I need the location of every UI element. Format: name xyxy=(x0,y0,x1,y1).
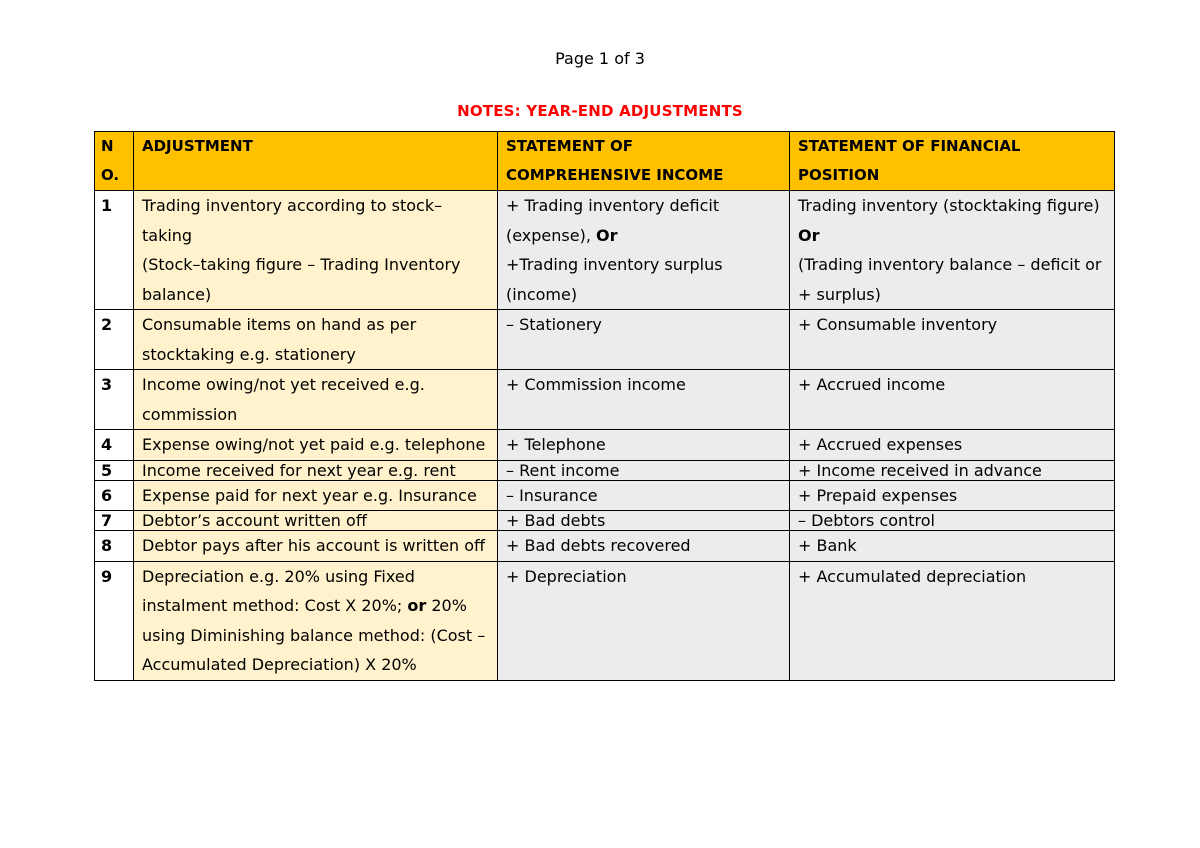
sci-cell xyxy=(498,191,790,310)
row-number: 1 xyxy=(95,191,134,310)
table-row xyxy=(95,430,1115,461)
header-sci: STATEMENT OF COMPREHENSIVE INCOME xyxy=(498,132,790,191)
header-adjustment: ADJUSTMENT xyxy=(134,132,498,191)
row-number: 6 xyxy=(95,480,134,511)
table-row xyxy=(95,310,1115,370)
table-header-row xyxy=(95,132,1115,191)
adjustment-text: Trading inventory according to stock–taking xyxy=(142,196,443,245)
adjustment-cell xyxy=(134,191,498,310)
sci-text: – Insurance xyxy=(498,480,790,511)
adjustments-table xyxy=(94,131,1115,681)
adjustment-text: Debtor’s account written off xyxy=(134,511,498,531)
sci-text: + Commission income xyxy=(498,370,790,430)
sci-text: +Trading inventory surplus (income) xyxy=(506,255,723,304)
sci-text: – Stationery xyxy=(498,310,790,370)
sfp-text: (Trading inventory balance – deficit or + surplus) xyxy=(798,255,1102,304)
row-number: 9 xyxy=(95,561,134,680)
adjustment-text: Expense paid for next year e.g. Insurance xyxy=(134,480,498,511)
header-sfp: STATEMENT OF FINANCIAL POSITION xyxy=(790,132,1115,191)
table-row xyxy=(95,561,1115,680)
or-keyword: or xyxy=(407,596,427,615)
row-number: 2 xyxy=(95,310,134,370)
sci-text: – Rent income xyxy=(498,460,790,480)
row-number: 8 xyxy=(95,531,134,562)
or-keyword: Or xyxy=(596,225,618,245)
sfp-text: – Debtors control xyxy=(790,511,1115,531)
sfp-text: + Consumable inventory xyxy=(790,310,1115,370)
adjustment-text: Expense owing/not yet paid e.g. telephone xyxy=(134,430,498,461)
sfp-cell xyxy=(790,191,1115,310)
adjustment-text: Consumable items on hand as per stocktaking e.g. stationery xyxy=(134,310,498,370)
table-row xyxy=(95,511,1115,531)
adjustment-text: 20% using Diminishing balance method: (Cost – Accumulated Depreciation) X 20% xyxy=(142,596,486,674)
table-row xyxy=(95,480,1115,511)
sfp-text: + Accumulated depreciation xyxy=(790,561,1115,680)
row-number: 4 xyxy=(95,430,134,461)
sfp-text: + Accrued income xyxy=(790,370,1115,430)
or-keyword: Or xyxy=(798,225,820,245)
page-number: Page 1 of 3 xyxy=(555,49,645,68)
sfp-text: + Accrued expenses xyxy=(790,430,1115,461)
sci-text: + Bad debts recovered xyxy=(498,531,790,562)
row-number: 5 xyxy=(95,460,134,480)
row-number: 3 xyxy=(95,370,134,430)
sfp-text: + Bank xyxy=(790,531,1115,562)
header-no: N O. xyxy=(95,132,134,191)
sci-text: + Trading inventory deficit (expense), xyxy=(506,196,720,245)
sfp-text: + Prepaid expenses xyxy=(790,480,1115,511)
document-title: NOTES: YEAR-END ADJUSTMENTS xyxy=(457,102,743,120)
adjustment-cell xyxy=(134,561,498,680)
table-row xyxy=(95,370,1115,430)
adjustment-text: Income received for next year e.g. rent xyxy=(134,460,498,480)
sfp-text: Trading inventory (stocktaking figure) xyxy=(798,196,1100,215)
sci-text: + Bad debts xyxy=(498,511,790,531)
table-row xyxy=(95,191,1115,310)
table-row xyxy=(95,460,1115,480)
adjustment-text: Income owing/not yet received e.g. commission xyxy=(134,370,498,430)
adjustment-text: (Stock–taking figure – Trading Inventory balance) xyxy=(142,255,461,304)
sci-text: + Telephone xyxy=(498,430,790,461)
adjustment-text: Depreciation e.g. 20% using Fixed instalment method: Cost X 20%; xyxy=(142,566,415,615)
adjustment-text: Debtor pays after his account is written off xyxy=(134,531,498,562)
table-row xyxy=(95,531,1115,562)
sfp-text: + Income received in advance xyxy=(790,460,1115,480)
row-number: 7 xyxy=(95,511,134,531)
sci-text: + Depreciation xyxy=(498,561,790,680)
